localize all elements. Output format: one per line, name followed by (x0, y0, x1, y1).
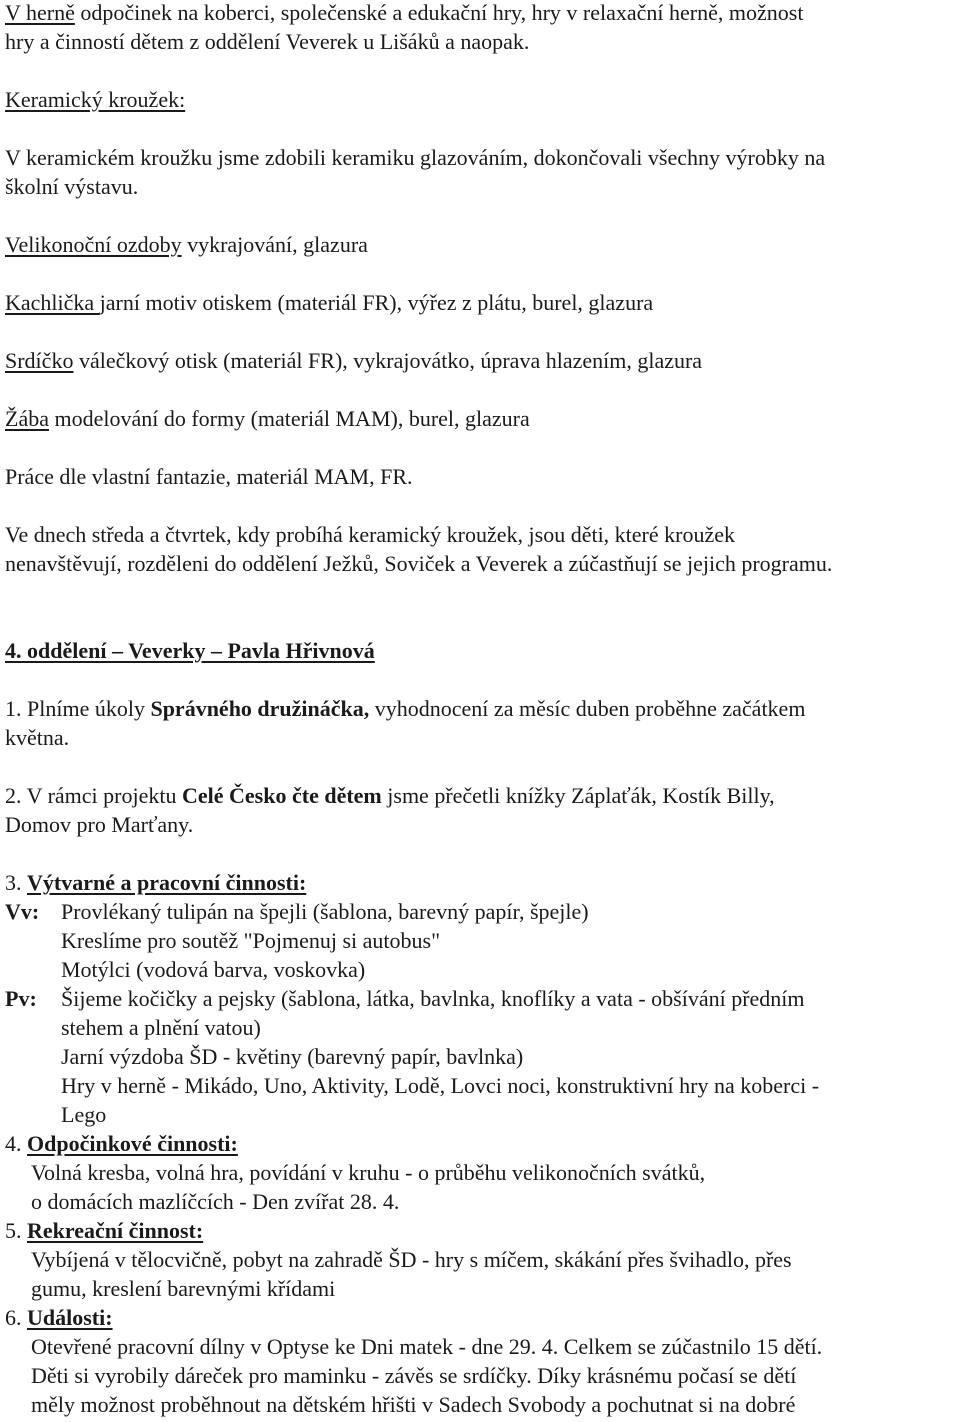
point-3-heading-line (5, 868, 306, 897)
item-name: Srdíčko (5, 348, 74, 373)
point-1-bold: Správného družináčka, (150, 696, 370, 721)
point-6-heading: Události: (27, 1305, 113, 1330)
point-4-heading: Odpočinkové činnosti: (27, 1131, 238, 1156)
point-2-rest: jsme přečetli knížky Záplaťák, Kostík Billy, (381, 783, 775, 808)
pv-item-line: Šijeme kočičky a pejsky (šablona, látka, bavlnka, knoflíky a vata - obšívání předním (61, 986, 805, 1011)
point-5-heading: Rekreační činnost: (27, 1218, 204, 1243)
point-6-text: Otevřené pracovní dílny v Optyse ke Dni matek - dne 29. 4. Celkem se zúčastnilo 15 dětí. (31, 1334, 823, 1359)
point-3-num: 3. (5, 870, 27, 895)
point-4-heading-line (5, 1129, 238, 1158)
intro-line-2: hry a činností dětem z oddělení Veverek u Lišáků a naopak. (5, 29, 530, 54)
vv-label: Vv: (5, 899, 40, 924)
point-1-lead: 1. Plníme úkoly (5, 696, 151, 721)
pv-item-line: Lego (61, 1102, 107, 1127)
pv-item-line: Jarní výzdoba ŠD - květiny (barevný papír, bavlnka) (61, 1044, 524, 1069)
item-desc: vykrajování, glazura (181, 232, 368, 257)
intro-line-1 (5, 0, 803, 27)
point-5-text: gumu, kreslení barevnými křídami (31, 1276, 336, 1301)
ceramics-heading: Keramický kroužek: (5, 87, 186, 112)
point-6-heading-line (5, 1303, 113, 1332)
point-2-bold: Celé Česko čte dětem (182, 783, 382, 808)
verse-text: odpočinek na koberci, společenské a edukační hry, hry v relaxační herně, možnost (74, 0, 804, 25)
point-6-text: měly možnost proběhnout na dětském hřišti v Sadech Svobody a pochutnat si na dobré (31, 1392, 796, 1417)
vv-item: Motýlci (vodová barva, voskovka) (61, 957, 366, 982)
ceramics-item (5, 404, 530, 433)
pv-label: Pv: (5, 986, 37, 1011)
point-1-line-2: května. (5, 725, 70, 750)
point-6-num: 6. (5, 1305, 27, 1330)
point-2-line-1 (5, 781, 775, 810)
point-1-rest: vyhodnocení za měsíc duben proběhne začátkem (369, 696, 806, 721)
pv-item-line: stehem a plnění vatou) (61, 1015, 261, 1040)
point-5-text: Vybíjená v tělocvičně, pobyt na zahradě ŠD - hry s míčem, skákání přes švihadlo, přes (31, 1247, 792, 1272)
item-desc: válečkový otisk (materiál FR), vykrajovátko, úprava hlazením, glazura (73, 348, 703, 373)
vv-item: Kreslíme pro soutěž "Pojmenuj si autobus" (61, 928, 441, 953)
item-name: Kachlička (5, 290, 100, 315)
point-3-heading: Výtvarné a pracovní činnosti: (27, 870, 307, 895)
point-2-line-2: Domov pro Marťany. (5, 812, 194, 837)
item-name: Velikonoční ozdoby (5, 232, 182, 257)
department-heading: 4. oddělení – Veverky – Pavla Hřivnová (5, 638, 375, 663)
free-work-text: Práce dle vlastní fantazie, materiál MAM, FR. (5, 464, 413, 489)
point-6-text: Děti si vyrobily dáreček pro maminku - závěs se srdíčky. Díky krásnému počasí se dětí (31, 1363, 797, 1388)
schedule-line-2: nenavštěvují, rozděleni do oddělení Ježků, Soviček a Veverek a zúčastňují se jejich programu. (5, 551, 833, 576)
schedule-line-1: Ve dnech středa a čtvrtek, kdy probíhá keramický kroužek, jsou děti, které kroužek (5, 522, 736, 547)
point-4-num: 4. (5, 1131, 27, 1156)
item-name: Žába (5, 406, 49, 431)
item-desc: modelování do formy (materiál MAM), burel, glazura (48, 406, 530, 431)
ceramics-item (5, 230, 368, 259)
point-5-heading-line (5, 1216, 203, 1245)
pv-item-line: Hry v herně - Mikádo, Uno, Aktivity, Lodě, Lovci noci, konstruktivní hry na koberci - (61, 1073, 820, 1098)
point-2-lead: 2. V rámci projektu (5, 783, 182, 808)
point-5-num: 5. (5, 1218, 27, 1243)
vv-item: Provlékaný tulipán na špejli (šablona, barevný papír, špejle) (61, 899, 589, 924)
point-4-text: Volná kresba, volná hra, povídání v kruhu - o průběhu velikonočních svátků, (31, 1160, 706, 1185)
item-desc: jarní motiv otiskem (materiál FR), výřez z plátu, burel, glazura (99, 290, 654, 315)
ceramics-item (5, 346, 702, 375)
point-4-text: o domácích mazlíčcích - Den zvířat 28. 4. (31, 1189, 400, 1214)
ceramics-item (5, 288, 653, 317)
verse-label: V herně (5, 0, 75, 25)
ceramics-para-line-1: V keramickém kroužku jsme zdobili keramiku glazováním, dokončovali všechny výrobky na (5, 145, 826, 170)
ceramics-para-line-2: školní výstavu. (5, 174, 139, 199)
point-1-line-1 (5, 694, 805, 723)
